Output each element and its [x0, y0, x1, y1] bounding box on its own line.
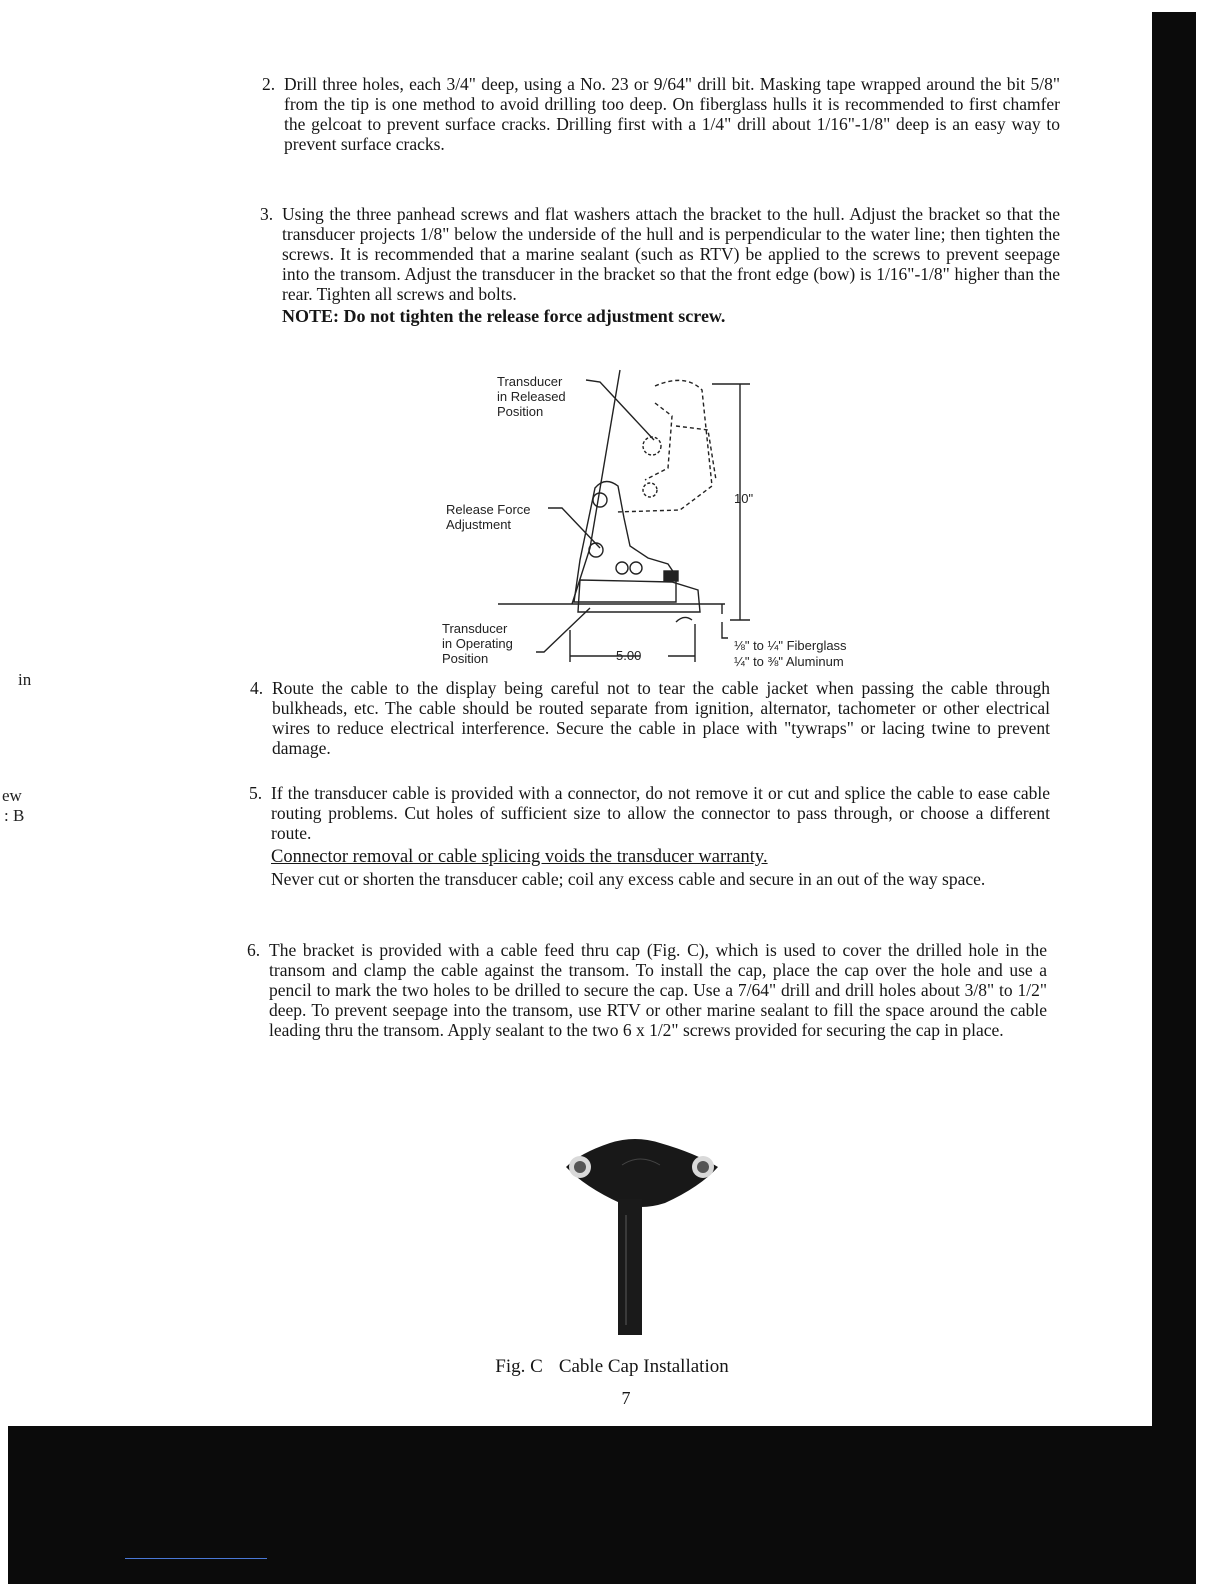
- operating-bracket: [574, 481, 676, 602]
- label-released-position: Transducer in Released Position: [497, 374, 566, 419]
- step-number: 3.: [260, 204, 274, 224]
- step-text: Route the cable to the display being careful not to tear the cable jacket when passing the cable through bulkheads, etc. The cable should be routed separate from ignition, alternator, tachometer or other electrical wires to reduce electrical interference. Secure the cable in place with "tywraps" or lacing twine to prevent damage.: [272, 678, 1050, 758]
- pivot-bolt: [593, 493, 607, 507]
- operating-transducer: [578, 580, 700, 612]
- figure-label: Fig. C: [495, 1356, 543, 1377]
- cable: [618, 1199, 642, 1335]
- scan-border-bottom: [8, 1426, 1196, 1584]
- warranty-warning: Connector removal or cable splicing voids the transducer warranty.: [271, 847, 768, 867]
- label-fiberglass: ⅛" to ¼" Fiberglass: [734, 638, 847, 653]
- label-release-force: Release Force Adjustment: [446, 502, 531, 532]
- figure-title: Cable Cap Installation: [558, 1356, 729, 1377]
- step-5: [249, 783, 1050, 889]
- step-4: [250, 678, 1050, 758]
- step-number: 5.: [249, 783, 263, 803]
- page-number: 7: [621, 1388, 631, 1408]
- step-text: Drill three holes, each 3/4" deep, using a No. 23 or 9/64" drill bit. Masking tape wrapped around the bit 5/8" from the tip is one method to avoid drilling too deep. On fiberglass hulls it is recommended to first chamfer the gelcoat to prevent surface cracks. Drilling first with a 1/4" drill about 1/16"-1/8" deep is an easy way to prevent surface cracks.: [284, 74, 1060, 154]
- label-aluminum: ¼" to ⅜" Aluminum: [734, 654, 844, 669]
- scan-border-right: [1152, 12, 1196, 1584]
- step-number: 6.: [247, 940, 261, 960]
- cable-cap-photo: [560, 1135, 730, 1340]
- margin-fragment: ew: [2, 786, 22, 805]
- released-transducer: [616, 380, 712, 512]
- release-force-screw: [589, 543, 603, 557]
- operating-leader: [536, 608, 590, 652]
- margin-fragment: : B: [4, 806, 25, 825]
- released-leader: [586, 380, 654, 440]
- step-text: Using the three panhead screws and flat washers attach the bracket to the hull. Adjust the bracket so that the transducer projects 1/8" below the underside of the hull and is perpendicular to the water line; then tighten the screws. It is recommended that a marine sealant (such as RTV) be applied to the screws to prevent seepage into the transom. Adjust the transducer in the bracket so that the front edge (bow) is 1/16"-1/8" higher than the rear. Tighten all screws and bolts.: [282, 204, 1060, 304]
- step-2: [262, 74, 1060, 154]
- step-text: If the transducer cable is provided with a connector, do not remove it or cut and splice the cable to ease cable routing problems. Cut holes of sufficient size to allow the connector to pass through, or choose a different route.: [271, 783, 1050, 843]
- label-width: 5.00: [616, 648, 642, 663]
- release-force-leader: [548, 508, 600, 548]
- step-6: [247, 940, 1047, 1040]
- step-number: 2.: [262, 74, 276, 94]
- label-operating-position: Transducer in Operating Position: [442, 621, 513, 666]
- step-text: The bracket is provided with a cable feed thru cap (Fig. C), which is used to cover the drilled hole in the transom and clamp the cable against the transom. To install the cap, place the cap over the hole and use a pencil to mark the two holes to be drilled to secure the cap. Use a 7/64" drill and drill holes about 3/8" to 1/2" deep. To prevent seepage into the transom, use RTV or other marine sealant to fill the space around the cable leading thru the transom. Apply sealant to the two 6 x 1/2" screws provided for securing the cap in place.: [269, 940, 1047, 1040]
- step-note: NOTE: Do not tighten the release force adjustment screw.: [282, 306, 726, 326]
- transducer-diagram: [440, 368, 880, 673]
- margin-fragment: in: [18, 670, 32, 689]
- step-text-2: Never cut or shorten the transducer cable; coil any excess cable and secure in an out of the way space.: [271, 869, 986, 889]
- step-number: 4.: [250, 678, 264, 698]
- cable-cap-drawing: [560, 1135, 730, 1340]
- figure-caption: [0, 1356, 1224, 1378]
- label-height: 10": [734, 491, 754, 506]
- step-3: [260, 204, 1060, 326]
- scan-artifact-line: [125, 1558, 267, 1559]
